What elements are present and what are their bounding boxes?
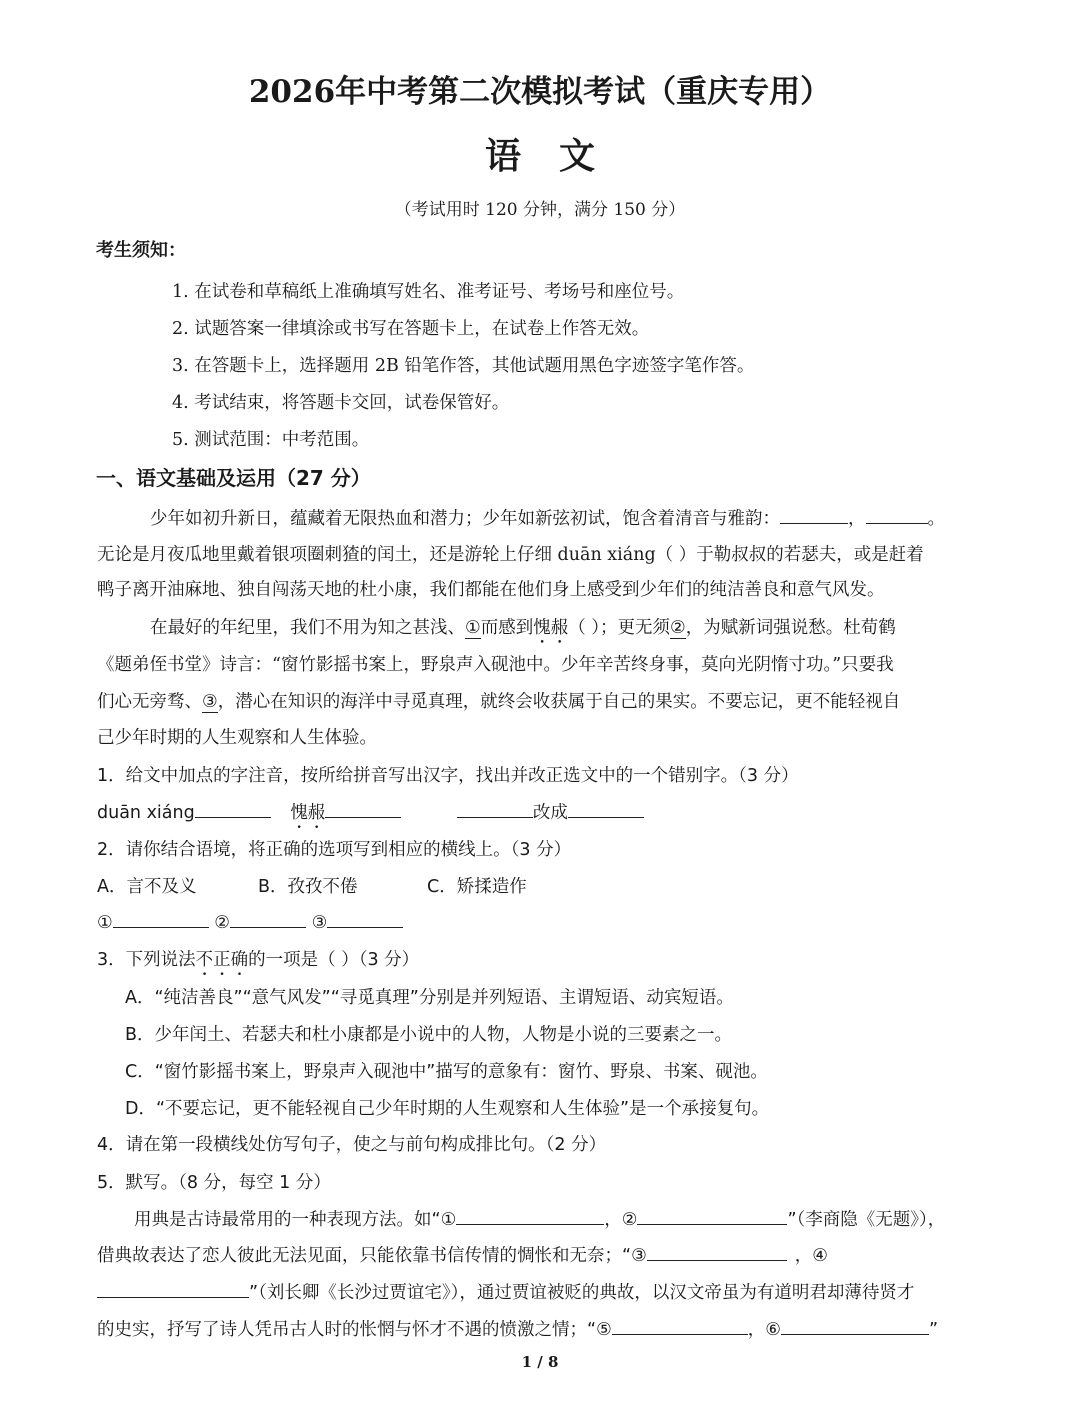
- blank-marker: ②: [214, 913, 230, 933]
- passage-text: 。: [927, 509, 945, 529]
- answer-blank[interactable]: [612, 1317, 748, 1335]
- answer-blank[interactable]: [457, 800, 533, 818]
- exam-info: （考试用时 120 分钟，满分 150 分）: [394, 200, 686, 220]
- question-1-answers: [97, 799, 644, 833]
- dotted-word: 愧赧: [533, 618, 569, 638]
- passage-text: ，为赋新词强说愁。杜荀鹤: [685, 618, 896, 638]
- passage-line: [97, 688, 900, 713]
- question-2-option-a: A．言不及义: [97, 877, 197, 897]
- notice-rule: 5. 测试范围：中考范围。: [172, 430, 370, 450]
- question-5-line: [97, 1279, 914, 1304]
- subject-title: 语文: [484, 135, 633, 177]
- blank-marker: ③: [202, 692, 218, 712]
- question-3-stem: [97, 946, 419, 980]
- question-4-stem: 4．请在第一段横线处仿写句子，使之与前句构成排比句。（2 分）: [97, 1135, 607, 1155]
- notice-rule: 3. 在答题卡上，选择题用 2B 铅笔作答，其他试题用黑色字迹签字笔作答。: [172, 356, 755, 376]
- passage-line: 己少年时期的人生观察和人生体验。: [97, 728, 377, 748]
- passage-text: 而感到: [480, 618, 534, 638]
- question-3-option: D．“不要忘记，更不能轻视自己少年时期的人生观察和人生体验”是一个承接复句。: [125, 1099, 770, 1119]
- dotted-word: 不正确: [195, 950, 249, 970]
- question-2-answers: [97, 910, 403, 933]
- passage-text: ，: [848, 509, 866, 529]
- blank-marker: ②: [670, 618, 686, 638]
- question-text: 的一项是（ ）（3 分）: [248, 950, 420, 970]
- answer-blank[interactable]: [780, 506, 848, 524]
- question-3-option: A．“纯洁善良”“意气风发”“寻觅真理”分别是并列短语、主谓短语、动宾短语。: [125, 988, 734, 1008]
- answer-blank[interactable]: [97, 1280, 249, 1298]
- question-text: ”（李商隐《无题》），: [787, 1210, 946, 1230]
- answer-blank[interactable]: [637, 1207, 787, 1225]
- question-text: ，②: [604, 1210, 638, 1230]
- passage-line: 鸭子离开油麻地、独自闯荡天地的杜小康，我们都能在他们身上感受到少年们的纯洁善良和意气风发。: [97, 580, 885, 600]
- blank-marker: ③: [311, 913, 328, 933]
- question-text: 的史实，抒写了诗人凭吊古人时的怅惘与怀才不遇的愤激之情；“⑤: [97, 1320, 612, 1340]
- question-3-option: C．“窗竹影摇书案上，野泉声入砚池中”描写的意象有：窗竹、野泉、书案、砚池。: [125, 1062, 768, 1082]
- question-text: ，④: [794, 1246, 828, 1266]
- passage-text: 在最好的年纪里，我们不用为知之甚浅、: [150, 618, 465, 638]
- question-text: 借典故表达了恋人彼此无法见面，只能依靠书信传情的惆怅和无奈；“③: [97, 1246, 647, 1266]
- question-3-option: B．少年闰土、若瑟夫和杜小康都是小说中的人物，人物是小说的三要素之一。: [125, 1025, 733, 1045]
- section-heading: 一、语文基础及运用（27 分）: [96, 466, 371, 490]
- passage-line: [150, 505, 945, 530]
- notice-heading: 考生须知：: [96, 240, 186, 261]
- blank-marker: ①: [465, 618, 481, 638]
- answer-blank[interactable]: [327, 910, 403, 928]
- question-1-stem: 1．给文中加点的字注音，按所给拼音写出汉字，找出并改正选文中的一个错别字。（3 分）: [97, 766, 799, 786]
- answer-blank[interactable]: [456, 1207, 604, 1225]
- question-text: 3．下列说法: [97, 950, 196, 970]
- question-5-line: [134, 1206, 945, 1231]
- question-text: ，⑥: [747, 1320, 781, 1340]
- answer-blank[interactable]: [195, 800, 271, 818]
- question-5-stem: 5．默写。（8 分，每空 1 分）: [97, 1173, 331, 1193]
- answer-label: 愧赧: [290, 803, 326, 823]
- passage-text: 们心无旁骛、: [97, 692, 202, 712]
- answer-blank[interactable]: [866, 506, 928, 524]
- answer-blank[interactable]: [113, 910, 209, 928]
- blank-marker: ①: [97, 913, 113, 933]
- question-5-line: [97, 1316, 938, 1341]
- notice-rule: 4. 考试结束，将答题卡交回，试卷保管好。: [172, 393, 510, 413]
- question-2-option-c: C．矫揉造作: [427, 877, 527, 897]
- question-text: ”: [928, 1320, 939, 1340]
- passage-line: 《题弟侄书堂》诗言：“窗竹影摇书案上，野泉声入砚池中。少年辛苦终身事，莫向光阴惰寸功。”只要我: [97, 655, 894, 675]
- question-5-line: [97, 1242, 828, 1267]
- answer-blank[interactable]: [568, 800, 644, 818]
- question-text: ”（刘长卿《长沙过贾谊宅》），通过贾谊被贬的典故，以汉文帝虽为有道明君却薄待贤才: [249, 1283, 915, 1303]
- answer-blank[interactable]: [230, 910, 306, 928]
- question-2-option-b: B．孜孜不倦: [258, 877, 358, 897]
- passage-line: 无论是月夜瓜地里戴着银项圈刺猹的闰土，还是游轮上仔细 duān xiáng（ ）于勒叔叔的若瑟夫，或是赶着: [97, 545, 924, 565]
- answer-blank[interactable]: [781, 1317, 929, 1335]
- passage-text: 少年如初升新日，蕴藏着无限热血和潜力；少年如新弦初试，饱含着清音与雅韵：: [150, 509, 780, 529]
- notice-rule: 2. 试题答案一律填涂或书写在答题卡上，在试卷上作答无效。: [172, 319, 650, 339]
- passage-line: [150, 614, 896, 648]
- notice-rule: 1. 在试卷和草稿纸上准确填写姓名、准考证号、考场号和座位号。: [172, 282, 685, 302]
- question-2-stem: 2．请你结合语境，将正确的选项写到相应的横线上。（3 分）: [97, 840, 572, 860]
- passage-text: （ ）；更无须: [568, 618, 671, 638]
- question-text: 用典是古诗最常用的一种表现方法。如“①: [134, 1210, 457, 1230]
- passage-text: ，潜心在知识的海洋中寻觅真理，就终会收获属于自己的果实。不要忘记，更不能轻视自: [217, 692, 901, 712]
- answer-blank[interactable]: [325, 800, 401, 818]
- answer-label: 改成: [532, 803, 568, 823]
- answer-blank[interactable]: [647, 1243, 787, 1261]
- exam-title: 2026年中考第二次模拟考试（重庆专用）: [248, 74, 832, 110]
- page-number: 1 / 8: [521, 1353, 559, 1371]
- answer-label: duān xiáng: [97, 803, 195, 823]
